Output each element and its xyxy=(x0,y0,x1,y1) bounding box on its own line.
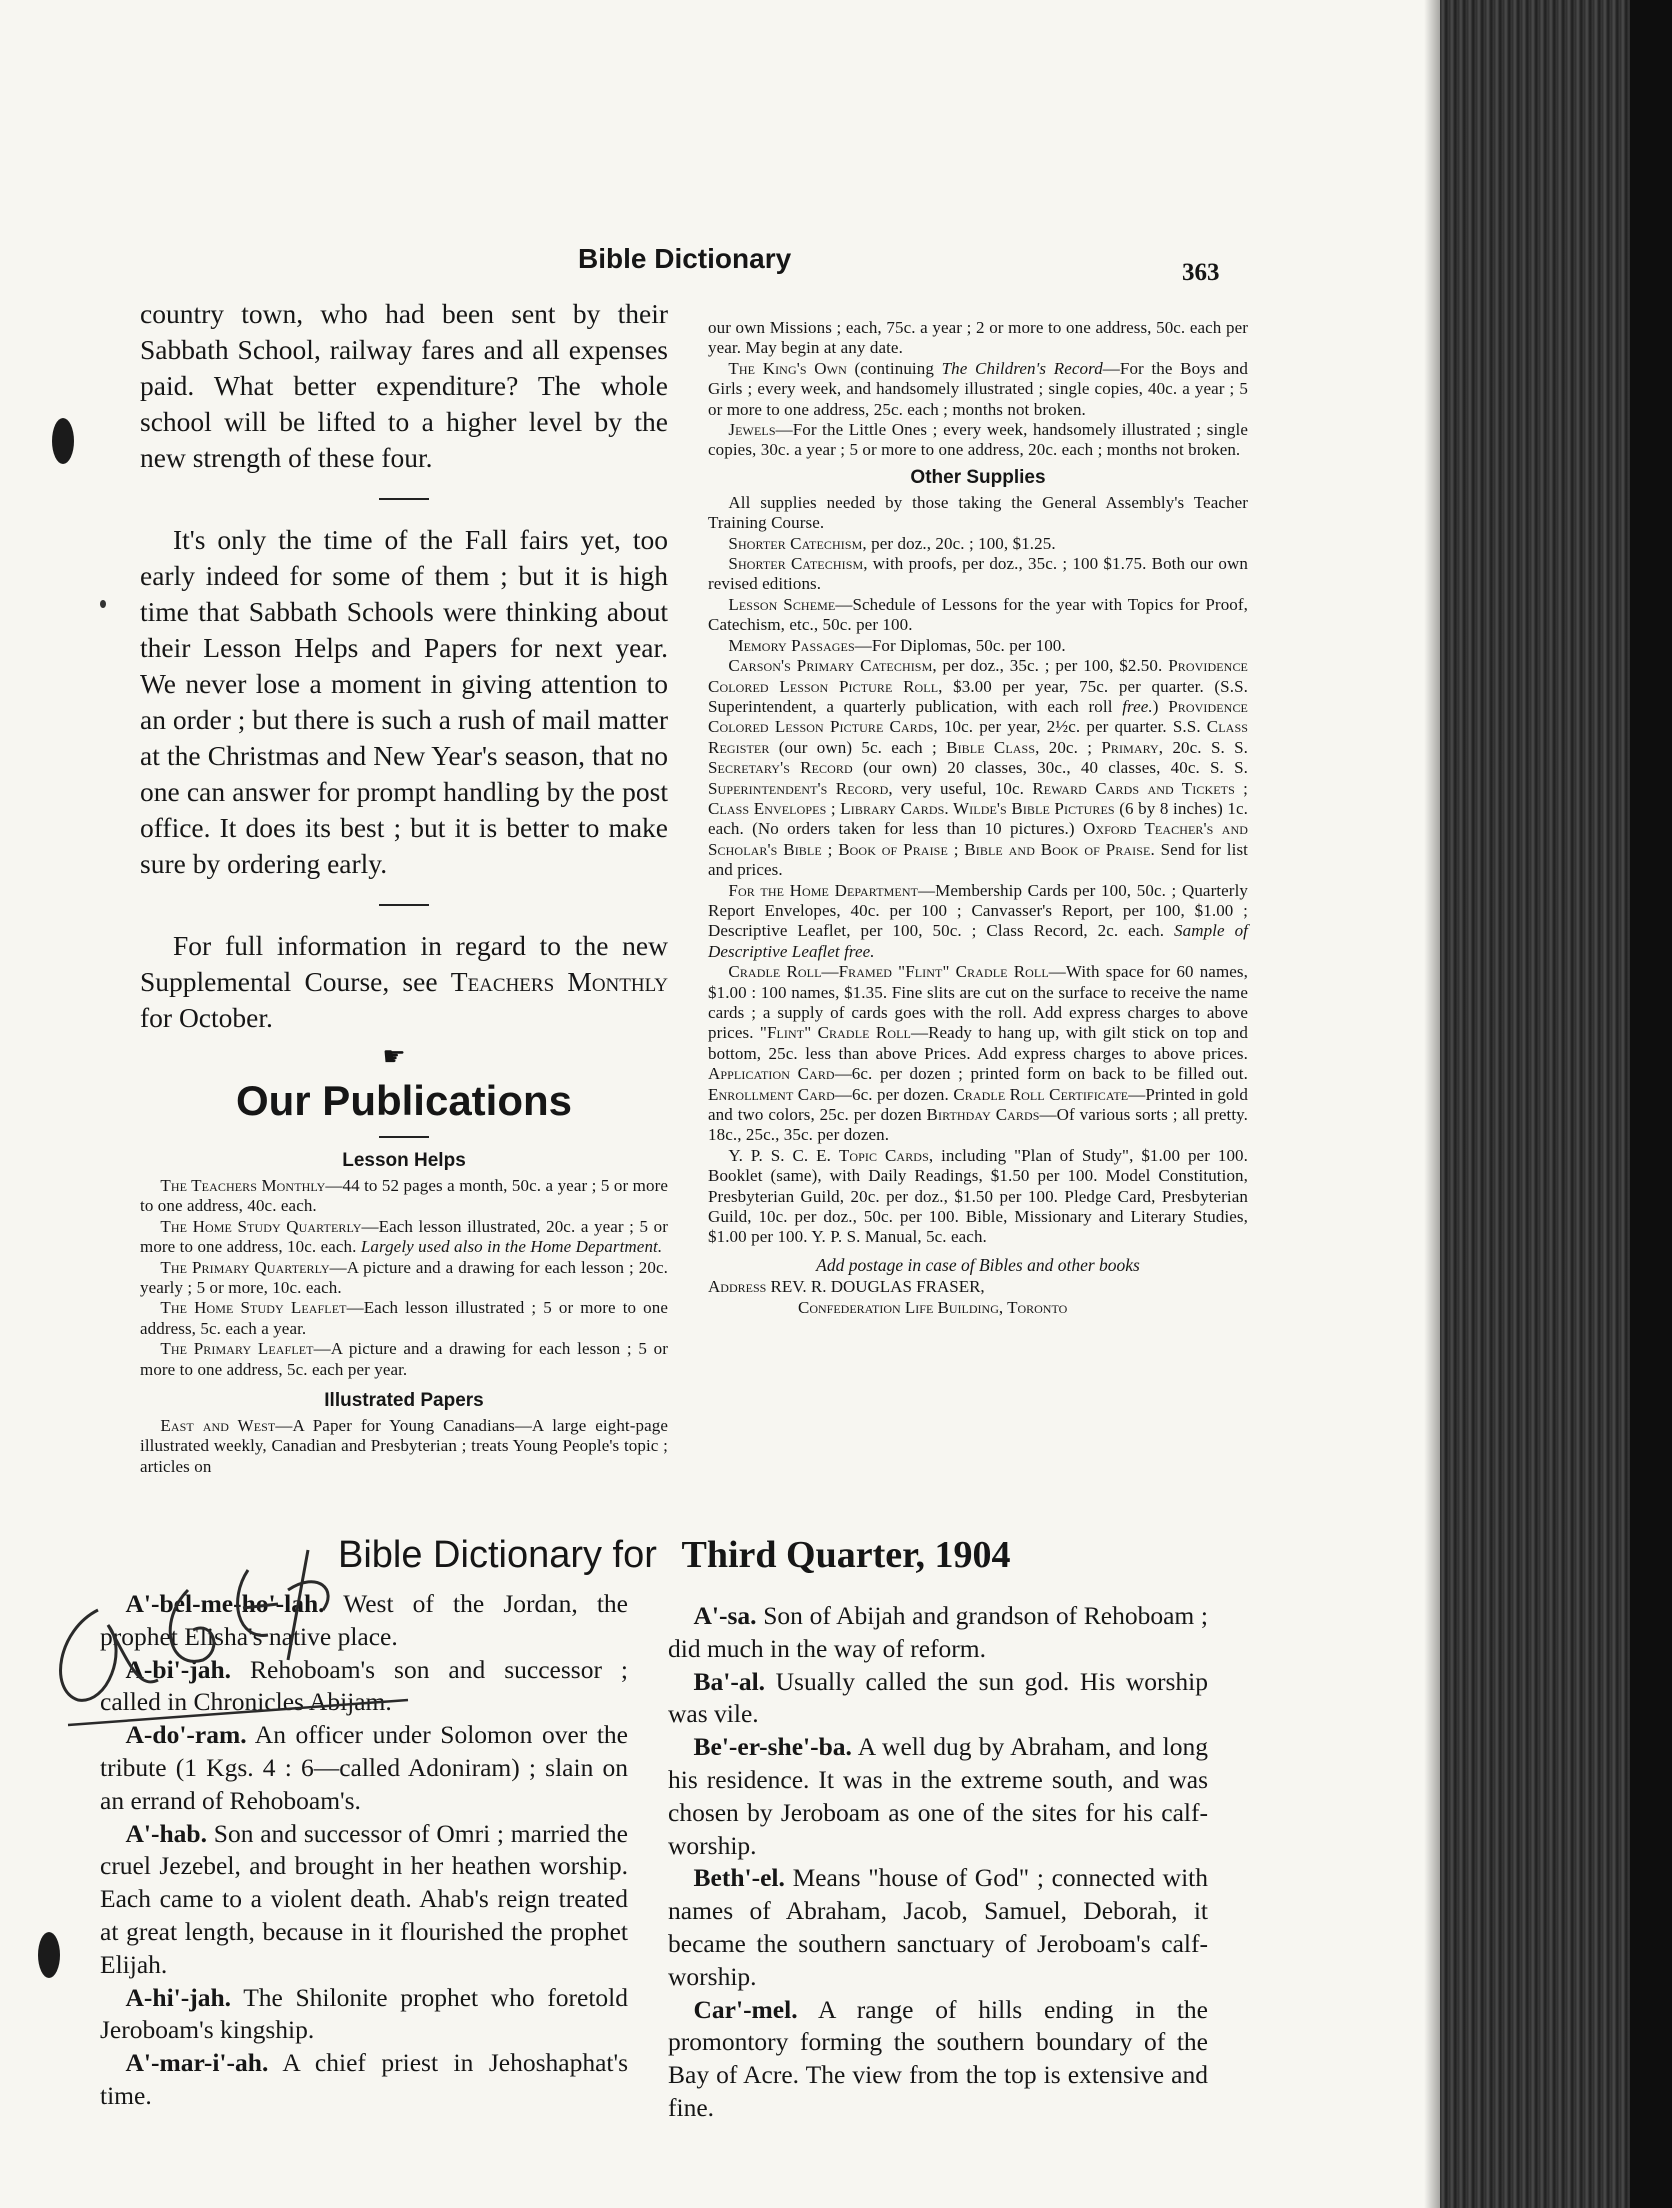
illustrated-papers-heading: Illustrated Papers xyxy=(324,1390,484,1412)
paragraph-fall-fairs: It's only the time of the Fall fairs yet, too early indeed for some of them ; but it is high time that Sabbath Schools were thinking about their Lesson Helps and Papers for next year. We never lose a moment in giving attention to an order ; but there is such a rush of mail matter at the Christmas and New Year's season, that no one can answer for prompt handling by the post office. It does its best ; but it is better to make sure by ordering early. xyxy=(140,524,668,879)
supply-item: Y. P. S. C. E. Topic Cards, including "Plan of Study", $1.00 per 100. Booklet (same), with Daily Readings, $1.50 per 100. Model Constitution, Presbyterian Guild, 20c. per doz., $1.50 per 100. Pledge Card, Presbyterian Guild, 10c. per doz., 50c. per 100. Bible, Missionary and Literary Studies, $1.00 per 100. Y. P. S. Manual, 5c. each. xyxy=(708,1145,1248,1247)
dictionary-entry: Beth'-el. Means "house of God" ; connected with names of Abraham, Jacob, Samuel, Deborah, it became the southern sanctuary of Jeroboam's calf-worship. xyxy=(668,1863,1208,1991)
paper-item: our own Missions ; each, 75c. a year ; 2 or more to one address, 50c. each per year. May begin at any date. xyxy=(708,318,1248,358)
ink-spot xyxy=(100,600,106,608)
pointing-hand-icon: ☛ xyxy=(382,1042,406,1071)
right-column xyxy=(708,318,1248,1318)
address-line: Address REV. R. DOUGLAS FRASER, xyxy=(708,1276,985,1296)
dictionary-entry: A'-bel-me-ho'-lah. West of the Jordan, the prophet Elisha's native place. xyxy=(100,1589,628,1651)
lesson-help-item: The Primary Leaflet—A picture and a drawing for each lesson ; 5 or more to one address, 5c. each per year. xyxy=(140,1339,668,1379)
supply-item: Cradle Roll—Framed "Flint" Cradle Roll—With space for 60 names, $1.00 : 100 names, $1.35. Fine slits are cut on the surface to receive the name cards ; a supply of cards goes with the roll. Add express charges to above prices. "Flint" Cradle Roll—Ready to hang up, with gilt stick on top and bottom, 25c. less than above Prices. Add express charges to above prices. Application Card—6c. per dozen ; printed form on back to be filled out. Enrollment Card—6c. per dozen. Cradle Roll Certificate—Printed in gold and two colors, 25c. per dozen Birthday Cards—Of various sorts ; all pretty. 18c., 25c., 35c. per dozen. xyxy=(708,962,1249,1145)
dictionary-entry: Car'-mel. A range of hills ending in the promontory forming the southern boundary of the Bay of Acre. The view from the top is extensive and fine. xyxy=(668,1994,1209,2122)
paragraph-continuation: country town, who had been sent by their Sabbath School, railway fares and all expenses paid. What better expenditure? The whole school will be lifted to a higher level by the new strength of these four. xyxy=(140,298,668,473)
dictionary-entry: A-hi'-jah. The Shilonite prophet who foretold Jeroboam's kingship. xyxy=(100,1982,628,2045)
left-column xyxy=(140,296,668,1477)
dictionary-entry: A'-sa. Son of Abijah and grandson of Rehoboam ; did much in the way of reform. xyxy=(668,1601,1209,1663)
supply-item: For the Home Department—Membership Cards per 100, 50c. ; Quarterly Report Envelopes, 40c. per 100 ; Canvasser's Report, per 100, $1.00 ; Descriptive Leaflet, per 100, 50c. ; Class Record, 2c. each. Sample of Descriptive Leaflet free. xyxy=(708,880,1248,961)
lesson-helps-heading: Lesson Helps xyxy=(342,1150,466,1171)
postage-note: Add postage in case of Bibles and other books xyxy=(816,1254,1140,1275)
paragraph-supplemental-course: For full information in regard to the new Supplemental Course, see Teachers Monthly for October. xyxy=(140,930,669,1033)
dictionary-right-column xyxy=(668,1600,1208,2125)
illustrated-paper-item: East and West—A Paper for Young Canadians—A large eight-page illustrated weekly, Canadian and Presbyterian ; treats Young People's topic ; articles on xyxy=(140,1416,668,1476)
publications-title: Our Publications xyxy=(235,1077,573,1124)
divider xyxy=(379,904,429,906)
lesson-help-item: The Home Study Quarterly—Each lesson illustrated, 20c. a year ; 5 or more to one address, 10c. each. Largely used also in the Home Department. xyxy=(140,1216,669,1257)
supply-item: Lesson Scheme—Schedule of Lessons for the year with Topics for Proof, Catechism, etc., 50c. per 100. xyxy=(708,594,1249,635)
divider xyxy=(379,498,429,500)
supplies-intro: All supplies needed by those taking the General Assembly's Teacher Training Course. xyxy=(708,492,1248,533)
supply-item: Carson's Primary Catechism, per doz., 35c. ; per 100, $2.50. Providence Colored Lesson Picture Roll, $3.00 per year, 75c. per quarter. (S.S. Superintendent, a quarterly publication, with each roll free.) Providence Colored Lesson Picture Cards, 10c. per year, 2½c. per quarter. S.S. Class Register (our own) 5c. each ; Bible Class, 20c. ; Primary, 20c. S. S. Secretary's Record (our own) 20 classes, 30c., 40 classes, 40c. S. S. Superintendent's Record, very useful, 10c. Reward Cards and Tickets ; Class Envelopes ; Library Cards. Wilde's Bible Pictures (6 by 8 inches) 1c. each. (No orders taken for less than 10 pictures.) Oxford Teacher's and Scholar's Bible ; Book of Praise ; Bible and Book of Praise. Send for list and prices. xyxy=(708,656,1249,880)
dictionary-entry: A'-hab. Son and successor of Omri ; married the cruel Jezebel, and brought in her heathen worship. Each came to a violent death. Ahab's reign treated at great length, because in it flourished the prophet Elijah. xyxy=(100,1818,629,1979)
page-number: 363 xyxy=(1182,259,1220,286)
dictionary-entry: A-do'-ram. An officer under Solomon over the tribute (1 Kgs. 4 : 6—called Adoniram) ; slain on an errand of Rehoboam's. xyxy=(100,1720,629,1815)
lesson-help-item: The Primary Quarterly—A picture and a drawing for each lesson ; 20c. yearly ; 5 or more, 10c. each. xyxy=(140,1257,668,1298)
binding-hole-bottom xyxy=(38,1932,60,1978)
supply-item: Shorter Catechism, per doz., 20c. ; 100, $1.25. xyxy=(728,533,1056,553)
dictionary-entry: A'-mar-i'-ah. A chief priest in Jehoshaphat's time. xyxy=(100,2048,628,2110)
handwritten-scribble xyxy=(38,1530,418,1750)
supply-item: Memory Passages—For Diplomas, 50c. per 100. xyxy=(728,635,1066,655)
dictionary-entry: A-bi'-jah. Rehoboam's son and successor ; called in Chronicles Abijam. xyxy=(100,1654,628,1717)
supply-item: Shorter Catechism, with proofs, per doz., 35c. ; 100 $1.75. Both our own revised editions. xyxy=(708,554,1248,594)
paper-item: The King's Own (continuing The Children's Record—For the Boys and Girls ; every week, and handsomely illustrated ; single copies, 40c. a year ; 5 or more to one address, 25c. each ; months not broken. xyxy=(708,358,1248,419)
lesson-help-item: The Home Study Leaflet—Each lesson illustrated ; 5 or more to one address, 5c. each a year. xyxy=(140,1298,669,1338)
binding-hole-top xyxy=(52,418,74,464)
dictionary-title: Bible Dictionary for Third Quarter, 1904 xyxy=(338,1534,1011,1576)
dictionary-entry: Ba'-al. Usually called the sun god. His worship was vile. xyxy=(668,1666,1209,1729)
book-page-edges xyxy=(1440,0,1630,2208)
dictionary-entry: Be'-er-she'-ba. A well dug by Abraham, and long his residence. It was in the extreme south, and was chosen by Jeroboam as one of the sites for his calf-worship. xyxy=(668,1732,1208,1860)
divider xyxy=(379,1136,429,1138)
address-building: Confederation Life Building, Toronto xyxy=(798,1297,1068,1317)
paper-item: Jewels—For the Little Ones ; every week, handsomely illustrated ; single copies, 30c. a year ; 5 or more to one address, 20c. each ; months not broken. xyxy=(708,420,1248,460)
running-head: Bible Dictionary xyxy=(578,243,792,274)
other-supplies-heading: Other Supplies xyxy=(910,466,1046,488)
lesson-help-item: The Teachers Monthly—44 to 52 pages a month, 50c. a year ; 5 or more to one address, 40c. each. xyxy=(140,1176,668,1216)
